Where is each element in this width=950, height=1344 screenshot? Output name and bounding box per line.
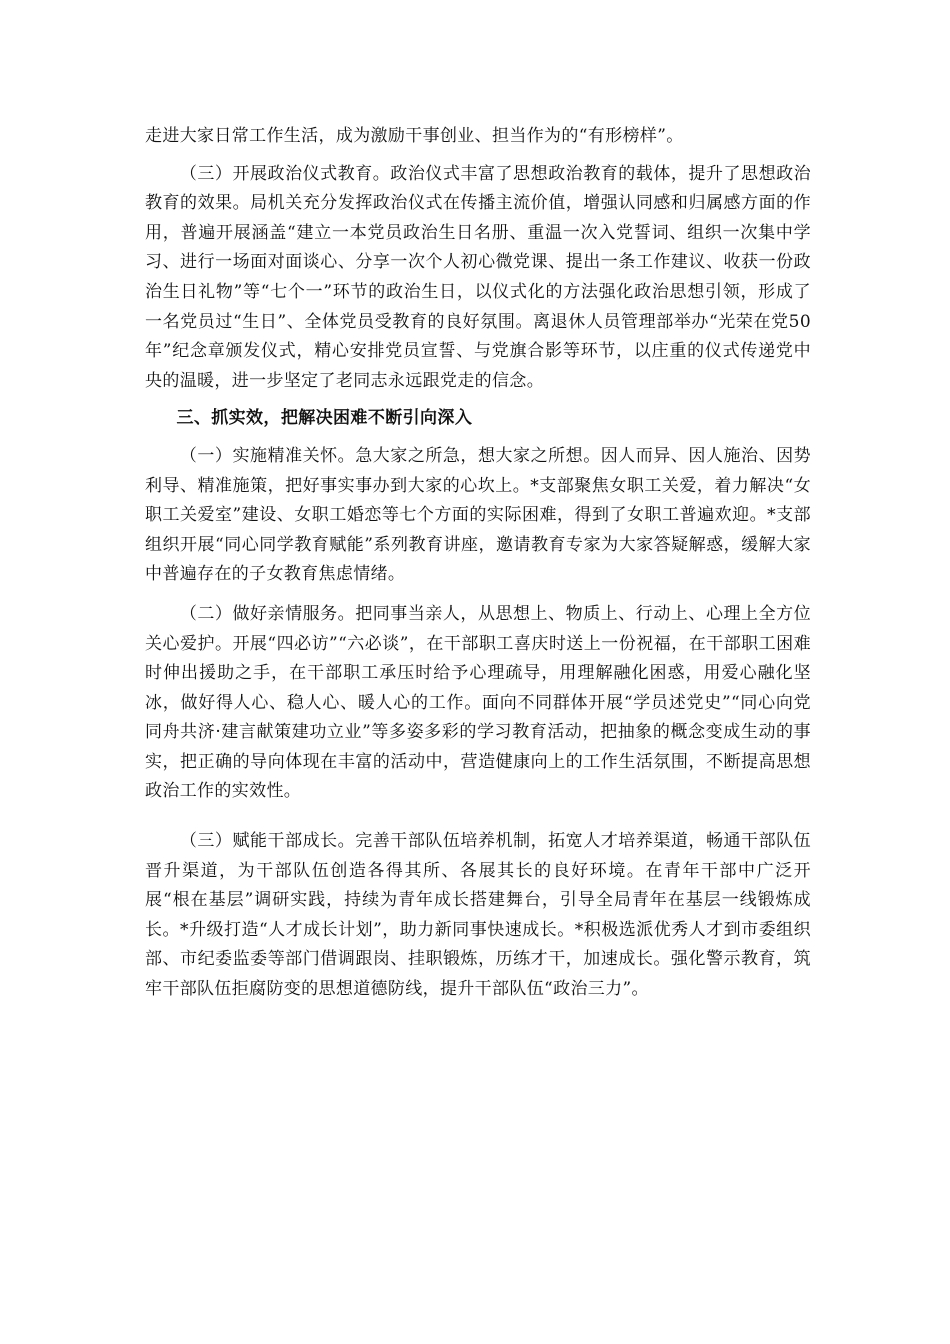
paragraph-cadre-growth: （三）赋能干部成长。完善干部队伍培养机制，拓宽人才培养渠道，畅通干部队伍晋升渠道，为干部队伍创造各得其所、各展其长的良好环境。在青年干部中广泛开展“根在基层”调研实践，持续为青年成长搭建舞台，引导全局青年在基层一线锻炼成长。*升级打造“人才成长计划”，助力新同事快速成长。*积极选派优秀人才到市委组织部、市纪委监委等部门借调跟岗、挂职锻炼，历练才干，加速成长。强化警示教育，筑牢干部队伍拒腐防变的思想道德防线，提升干部队伍“政治三力”。: [145, 831, 811, 1000]
paragraph-precise-care: （一）实施精准关怀。急大家之所急，想大家之所想。因人而异、因人施治、因势利导、精准施策，把好事实事办到大家的心坎上。*支部聚焦女职工关爱，着力解决“女职工关爱室”建设、女职工婚恋等七个方面的实际困难，得到了女职工普遍欢迎。*支部组织开展“同心同学教育赋能”系列教育讲座，邀请教育专家为大家答疑解惑，缓解大家中普遍存在的子女教育焦虑情绪。: [145, 445, 811, 585]
paragraph-political-ceremony: （三）开展政治仪式教育。政治仪式丰富了思想政治教育的载体，提升了思想政治教育的效果。局机关充分发挥政治仪式在传播主流价值，增强认同感和归属感方面的作用，普遍开展涵盖“建立一本党员政治生日名册、重温一次入党誓词、组织一次集中学习、进行一场面对面谈心、分享一次个人初心微党课、提出一条工作建议、收获一份政治生日礼物”等“七个一”环节的政治生日，以仪式化的方法强化政治思想引领，形成了一名党员过“生日”、全体党员受教育的良好氛围。离退休人员管理部举办“光荣在党50年”纪念章颁发仪式，精心安排党员宣誓、与党旗合影等环节，以庄重的仪式传递党中央的温暖，进一步坚定了老同志永远跟党走的信念。: [145, 163, 811, 391]
paragraph-family-service: （二）做好亲情服务。把同事当亲人，从思想上、物质上、行动上、心理上全方位关心爱护。开展“四必访”“六必谈”，在干部职工喜庆时送上一份祝福，在干部职工困难时伸出援助之手，在干部职工承压时给予心理疏导，用理解融化困惑，用爱心融化坚冰，做好得人心、稳人心、暖人心的工作。面向不同群体开展“学员述党史”“同心向党同舟共济·建言献策建功立业”等多姿多彩的学习教育活动，把抽象的概念变成生动的事实，把正确的导向体现在丰富的活动中，营造健康向上的工作生活氛围，不断提高思想政治工作的实效性。: [145, 603, 811, 802]
paragraph-continuation: 走进大家日常工作生活，成为激励干事创业、担当作为的“有形榜样”。: [145, 126, 684, 146]
section-heading-three: 三、抓实效，把解决困难不断引向深入: [176, 408, 473, 429]
document-body: [145, 122, 811, 1005]
